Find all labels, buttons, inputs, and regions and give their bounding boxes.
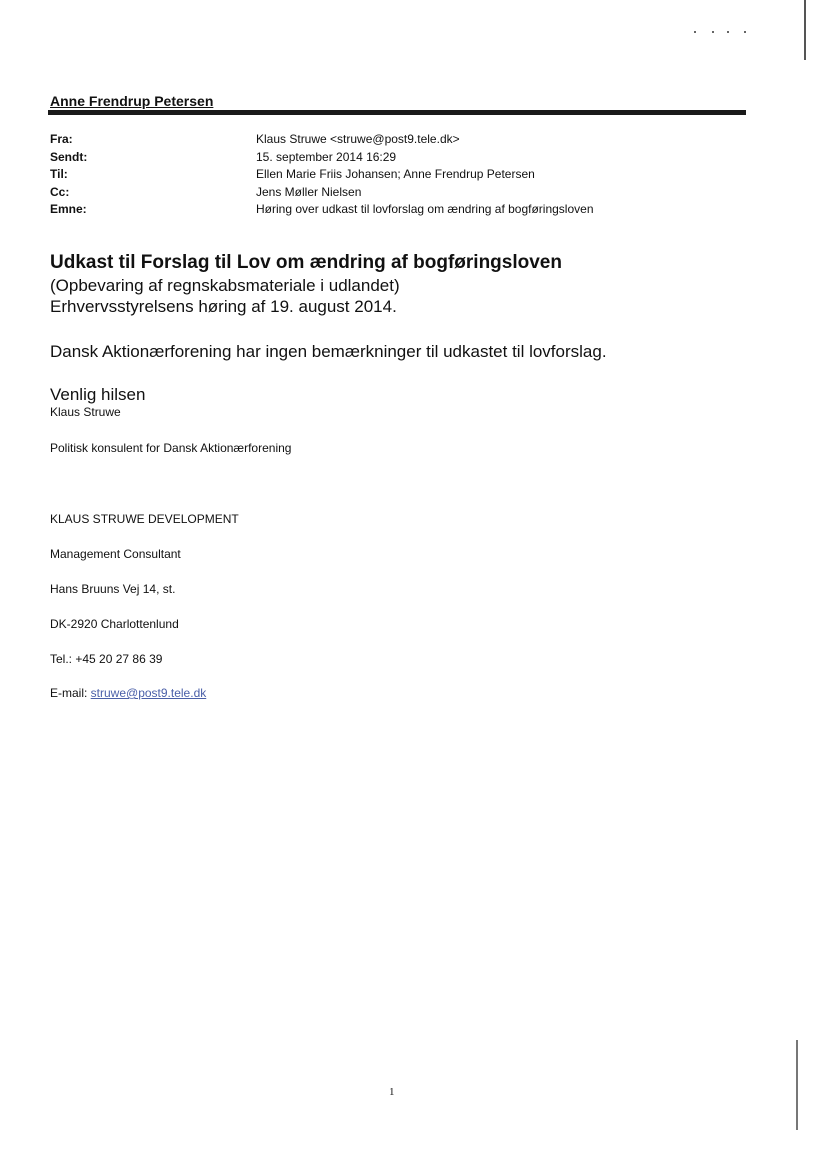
email-link[interactable]: struwe@post9.tele.dk <box>90 686 207 700</box>
scan-noise-dots <box>694 31 754 39</box>
email-header-row-from <box>50 131 594 149</box>
subject-label: Emne: <box>50 202 87 216</box>
sent-value: 15. september 2014 16:29 <box>256 149 397 164</box>
email-header-row-sent <box>50 149 594 167</box>
from-value: Klaus Struwe <struwe@post9.tele.dk> <box>256 132 460 146</box>
email-header-row-cc <box>50 184 594 202</box>
signature-address: Hans Bruuns Vej 14, st. <box>50 582 176 596</box>
cc-value: Jens Møller Nielsen <box>256 184 362 199</box>
email-header-block <box>50 131 594 219</box>
email-header-row-subject <box>50 201 594 219</box>
cc-label: Cc: <box>50 184 70 199</box>
closing-greeting: Venlig hilsen <box>50 385 146 404</box>
to-label: Til: <box>50 167 68 181</box>
letter-subtitle: (Opbevaring af regnskabsmateriale i udlandet) <box>50 276 400 295</box>
letter-hearing-reference: Erhvervsstyrelsens høring af 19. august 2014. <box>50 297 397 316</box>
signer-name: Klaus Struwe <box>50 405 121 419</box>
scan-edge-mark-bottom <box>796 1040 798 1130</box>
signature-email-line <box>50 686 206 701</box>
header-divider <box>48 110 746 115</box>
from-label: Fra: <box>50 132 73 146</box>
sent-label: Sendt: <box>50 149 88 164</box>
scan-edge-mark <box>804 0 806 60</box>
signer-role: Politisk konsulent for Dansk Aktionærforening <box>50 441 292 455</box>
page-number: 1 <box>389 1086 395 1098</box>
letter-statement: Dansk Aktionærforening har ingen bemærkninger til udkastet til lovforslag. <box>50 342 607 361</box>
mailbox-owner-name: Anne Frendrup Petersen <box>50 93 214 109</box>
email-label: E-mail: <box>50 686 91 700</box>
letter-title: Udkast til Forslag til Lov om ændring af bogføringsloven <box>50 252 562 273</box>
signature-city: DK-2920 Charlottenlund <box>50 617 179 631</box>
signature-phone: Tel.: +45 20 27 86 39 <box>50 652 163 666</box>
signature-company: KLAUS STRUWE DEVELOPMENT <box>50 512 239 526</box>
subject-value: Høring over udkast til lovforslag om ændring af bogføringsloven <box>256 202 594 216</box>
signature-title: Management Consultant <box>50 547 181 561</box>
email-header-row-to <box>50 166 594 184</box>
to-value: Ellen Marie Friis Johansen; Anne Frendrup Petersen <box>256 167 535 181</box>
